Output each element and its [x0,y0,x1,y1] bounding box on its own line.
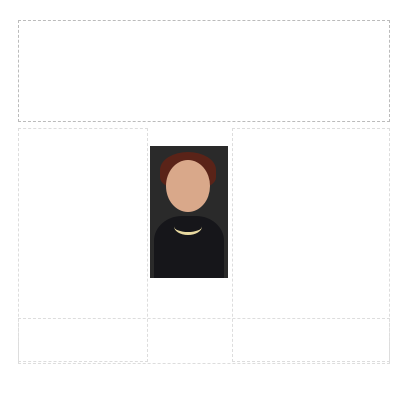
photo-face [166,160,210,212]
photo-necklace [174,218,202,235]
article-body-bottom [18,318,390,364]
headline [18,20,390,122]
photo-caption [150,282,230,312]
portrait-photo [150,146,228,278]
